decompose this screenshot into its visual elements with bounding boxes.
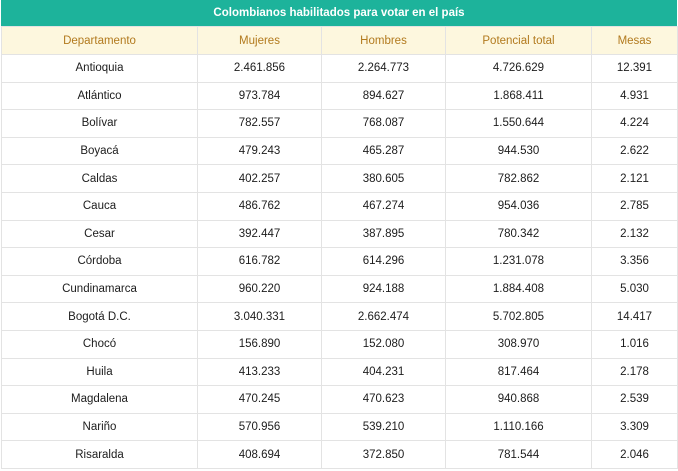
cell-potencial-total: 1.884.408: [446, 275, 592, 303]
cell-mujeres: 470.245: [198, 386, 322, 414]
cell-hombres: 380.605: [322, 165, 446, 193]
cell-potencial-total: 1.231.078: [446, 248, 592, 276]
cell-departamento: Bolívar: [2, 110, 198, 138]
header-departamento: Departamento: [2, 27, 198, 55]
cell-hombres: 2.662.474: [322, 303, 446, 331]
table-title: Colombianos habilitados para votar en el país: [1, 0, 677, 26]
cell-potencial-total: 817.464: [446, 358, 592, 386]
table-row: [2, 303, 678, 331]
cell-mesas: 14.417: [592, 303, 678, 331]
cell-mujeres: 782.557: [198, 110, 322, 138]
cell-mujeres: 3.040.331: [198, 303, 322, 331]
cell-departamento: Antioquia: [2, 55, 198, 83]
table-row: [2, 55, 678, 83]
table-row: [2, 413, 678, 441]
cell-hombres: 768.087: [322, 110, 446, 138]
cell-potencial-total: 1.550.644: [446, 110, 592, 138]
cell-potencial-total: 954.036: [446, 192, 592, 220]
cell-mujeres: 960.220: [198, 275, 322, 303]
cell-mujeres: 479.243: [198, 137, 322, 165]
cell-mesas: 5.030: [592, 275, 678, 303]
cell-departamento: Bogotá D.C.: [2, 303, 198, 331]
cell-departamento: Risaralda: [2, 441, 198, 469]
cell-mesas: 4.931: [592, 82, 678, 110]
cell-mujeres: 486.762: [198, 192, 322, 220]
cell-departamento: Caldas: [2, 165, 198, 193]
cell-mesas: 1.016: [592, 330, 678, 358]
cell-hombres: 467.274: [322, 192, 446, 220]
cell-potencial-total: 5.702.805: [446, 303, 592, 331]
table-row: [2, 220, 678, 248]
table-container: [1, 0, 677, 469]
table-row: [2, 137, 678, 165]
cell-potencial-total: 781.544: [446, 441, 592, 469]
cell-potencial-total: 782.862: [446, 165, 592, 193]
cell-departamento: Chocó: [2, 330, 198, 358]
table-row: [2, 358, 678, 386]
cell-hombres: 894.627: [322, 82, 446, 110]
cell-mesas: 3.309: [592, 413, 678, 441]
cell-mesas: 2.622: [592, 137, 678, 165]
table-row: [2, 165, 678, 193]
cell-hombres: 372.850: [322, 441, 446, 469]
table-row: [2, 330, 678, 358]
cell-mujeres: 973.784: [198, 82, 322, 110]
cell-hombres: 2.264.773: [322, 55, 446, 83]
cell-mujeres: 402.257: [198, 165, 322, 193]
cell-potencial-total: 308.970: [446, 330, 592, 358]
cell-departamento: Córdoba: [2, 248, 198, 276]
cell-hombres: 614.296: [322, 248, 446, 276]
header-potencial-total: Potencial total: [446, 27, 592, 55]
table-row: [2, 386, 678, 414]
cell-mesas: 3.356: [592, 248, 678, 276]
cell-hombres: 404.231: [322, 358, 446, 386]
cell-potencial-total: 940.868: [446, 386, 592, 414]
cell-departamento: Atlántico: [2, 82, 198, 110]
cell-departamento: Cesar: [2, 220, 198, 248]
cell-departamento: Cundinamarca: [2, 275, 198, 303]
table-row: [2, 248, 678, 276]
header-row: [2, 27, 678, 55]
cell-mesas: 2.121: [592, 165, 678, 193]
cell-mujeres: 616.782: [198, 248, 322, 276]
cell-departamento: Huila: [2, 358, 198, 386]
voters-table: [1, 26, 678, 469]
cell-mujeres: 570.956: [198, 413, 322, 441]
table-row: [2, 275, 678, 303]
table-body: [2, 55, 678, 469]
cell-hombres: 924.188: [322, 275, 446, 303]
cell-hombres: 539.210: [322, 413, 446, 441]
cell-departamento: Boyacá: [2, 137, 198, 165]
header-hombres: Hombres: [322, 27, 446, 55]
table-row: [2, 441, 678, 469]
cell-mujeres: 413.233: [198, 358, 322, 386]
cell-mesas: 2.132: [592, 220, 678, 248]
cell-hombres: 470.623: [322, 386, 446, 414]
cell-mesas: 4.224: [592, 110, 678, 138]
cell-mesas: 2.785: [592, 192, 678, 220]
cell-departamento: Cauca: [2, 192, 198, 220]
cell-mujeres: 408.694: [198, 441, 322, 469]
cell-potencial-total: 1.110.166: [446, 413, 592, 441]
cell-mujeres: 2.461.856: [198, 55, 322, 83]
cell-potencial-total: 1.868.411: [446, 82, 592, 110]
cell-mujeres: 392.447: [198, 220, 322, 248]
table-row: [2, 192, 678, 220]
cell-departamento: Nariño: [2, 413, 198, 441]
cell-mesas: 12.391: [592, 55, 678, 83]
cell-departamento: Magdalena: [2, 386, 198, 414]
cell-potencial-total: 780.342: [446, 220, 592, 248]
cell-mesas: 2.539: [592, 386, 678, 414]
cell-hombres: 387.895: [322, 220, 446, 248]
table-row: [2, 110, 678, 138]
header-mujeres: Mujeres: [198, 27, 322, 55]
cell-mujeres: 156.890: [198, 330, 322, 358]
cell-mesas: 2.178: [592, 358, 678, 386]
cell-hombres: 465.287: [322, 137, 446, 165]
table-row: [2, 82, 678, 110]
cell-mesas: 2.046: [592, 441, 678, 469]
cell-potencial-total: 944.530: [446, 137, 592, 165]
cell-potencial-total: 4.726.629: [446, 55, 592, 83]
header-mesas: Mesas: [592, 27, 678, 55]
cell-hombres: 152.080: [322, 330, 446, 358]
